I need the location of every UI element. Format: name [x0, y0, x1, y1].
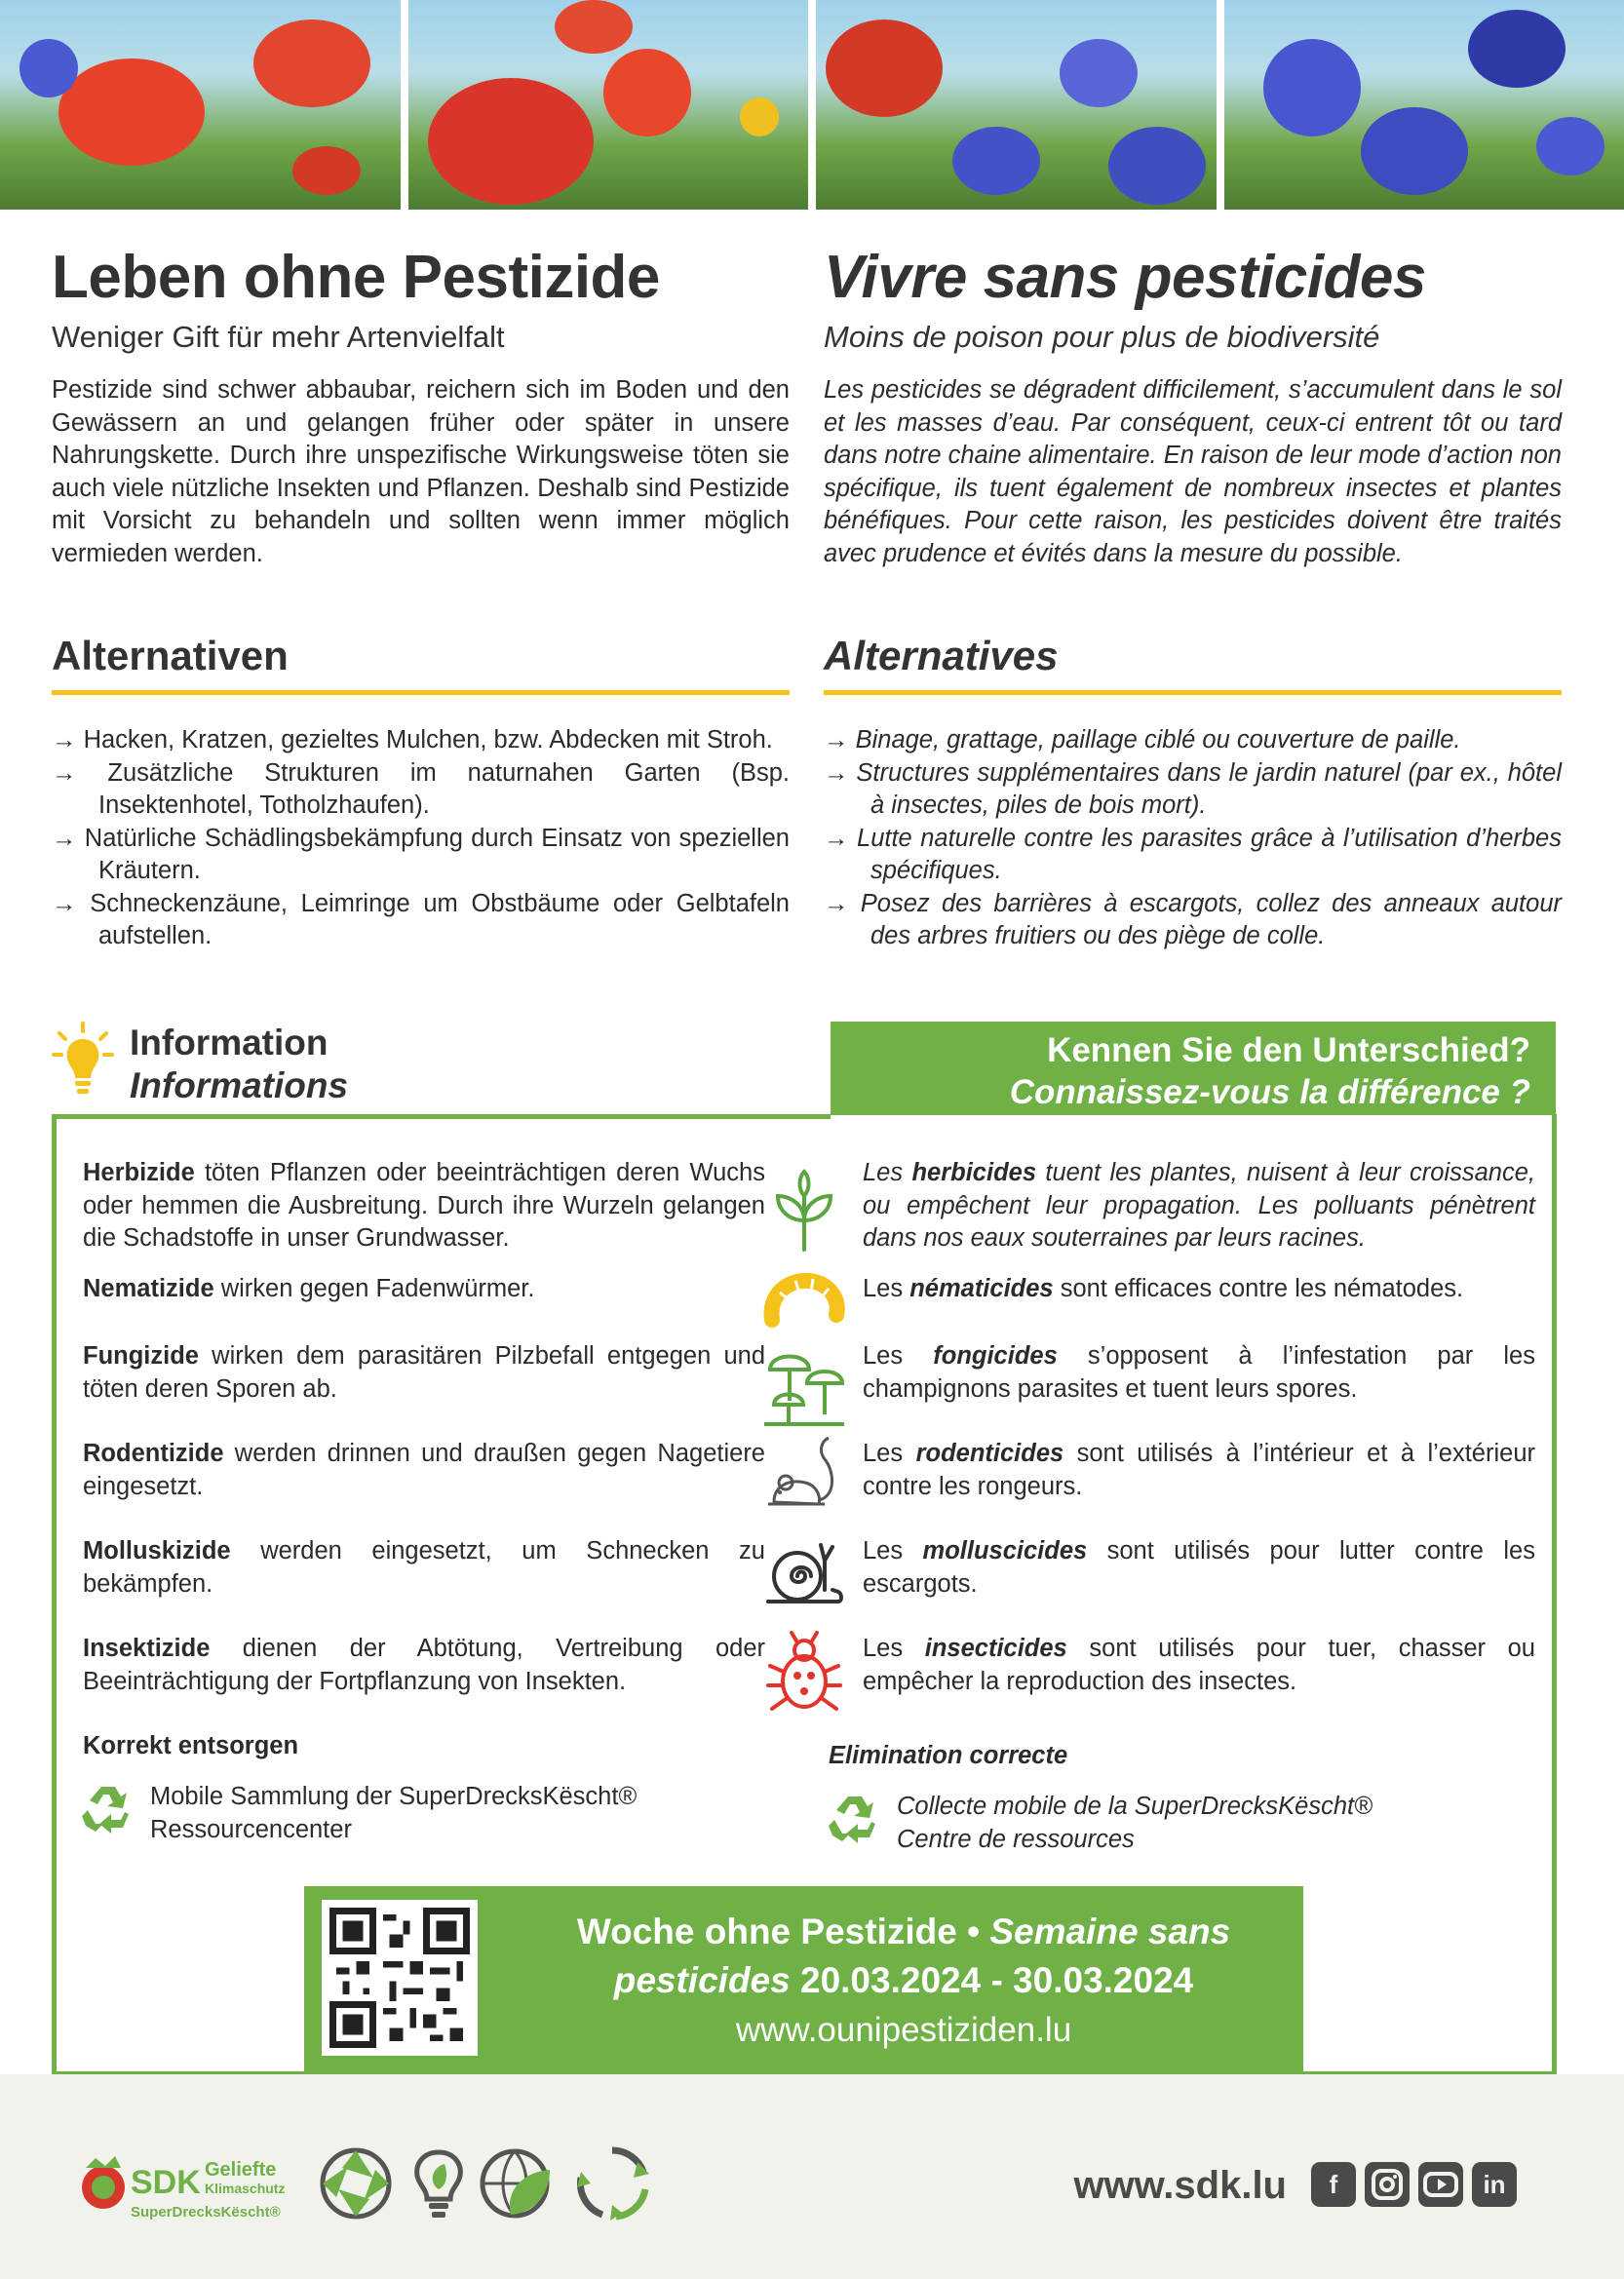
- difference-banner: [831, 1022, 1556, 1115]
- alternatives-de: [52, 632, 790, 953]
- list-item: → Natürliche Schädlingsbekämpfung durch Einsatz von speziellen Kräutern.: [52, 824, 790, 884]
- instagram-glyph-icon: [1365, 2162, 1410, 2207]
- youtube-icon[interactable]: [1418, 2162, 1463, 2207]
- nematicides-fr: Les nématicides sont efficaces contre les nématodes.: [863, 1275, 1464, 1302]
- intro-paragraph-de: Pestizide sind schwer abbaubar, reichern sich im Boden und den Gewässern an und gelangen früher oder später in unsere Nahrungskette. Durch ihre unspezifische Wirkungsweise töten sie auch viele nützliche Insekten und Pflanzen. Deshalb sind Pestizide mit Vorsicht zu behandeln und sollten wenn immer möglich vermieden werden.: [52, 376, 790, 567]
- list-item: → Zusätzliche Strukturen im naturnahen Garten (Bsp. Insektenhotel, Totholzhaufen).: [52, 758, 790, 819]
- intro-french: [824, 246, 1562, 570]
- recycle-icon: [827, 1791, 883, 1847]
- header-photo-banner: [0, 0, 1624, 210]
- disposal-fr: [827, 1791, 1373, 1856]
- facebook-icon[interactable]: f: [1311, 2162, 1356, 2207]
- mouse-icon: [760, 1432, 848, 1520]
- fungicides-de: Fungizide wirken dem parasitären Pilzbefall entgegen und töten deren Sporen ab.: [83, 1342, 765, 1403]
- information-label-de: Information: [130, 1023, 329, 1062]
- logo-brand: SuperDrecksKëscht®: [131, 2204, 281, 2221]
- campaign-url-link[interactable]: www.ounipestiziden.lu: [735, 2011, 1072, 2049]
- plant-icon: [760, 1167, 848, 1255]
- instagram-icon[interactable]: [1365, 2162, 1410, 2207]
- list-item: → Structures supplémentaires dans le jardin naturel (par ex., hôtel à insectes, piles de bois mort).: [824, 758, 1562, 819]
- globe-leaf-icon: [476, 2144, 554, 2222]
- molluscicides-de: Molluskizide werden eingesetzt, um Schnecken zu bekämpfen.: [83, 1537, 765, 1598]
- alternatives-fr: [824, 632, 1562, 953]
- logo-sdk: SDK: [131, 2164, 201, 2201]
- linkedin-icon[interactable]: in: [1472, 2162, 1517, 2207]
- herbicides-fr: Les herbicides tuent les plantes, nuisent à leur croissance, ou empêchent leur propagation. Les polluants pénètrent dans nos eaux souterraines par leurs racines.: [863, 1159, 1535, 1252]
- snail-icon: [760, 1526, 848, 1613]
- disposal-line2-fr: Centre de ressources: [897, 1825, 1135, 1853]
- lightbulb-icon: [52, 1022, 114, 1100]
- photo-poppies-2: [408, 0, 809, 210]
- subtitle-de: Weniger Gift für mehr Artenvielfalt: [52, 320, 505, 354]
- subtitle-fr: Moins de poison pour plus de biodiversité: [824, 320, 1380, 354]
- intro-paragraph-fr: Les pesticides se dégradent difficilement, s’accumulent dans le sol et les masses d’eau. Par conséquent, ceux-ci entrent tôt ou tard dans notre chaine alimentaire. En raison de leur mode d’action non spécifique, ils tuent également de nombreux insectes et plantes bénéfiques. Pour cette raison, les pesticides doivent être traités avec prudence et évités dans la mesure du possible.: [824, 376, 1562, 567]
- photo-poppies-1: [0, 0, 401, 210]
- intro-german: [52, 246, 790, 570]
- alternatives-heading-de: Alternativen: [52, 633, 289, 678]
- rodenticides-fr: Les rodenticides sont utilisés à l’intérieur et à l’extérieur contre les rongeurs.: [863, 1440, 1535, 1500]
- rodenticides-de: Rodentizide werden drinnen und draußen gegen Nagetiere eingesetzt.: [83, 1440, 765, 1500]
- difference-de: Kennen Sie den Unterschied?: [1047, 1031, 1530, 1069]
- recycle-icon: [80, 1781, 136, 1837]
- photo-cornflowers-2: [1224, 0, 1624, 210]
- qr-code-icon: [329, 1908, 470, 2048]
- disposal-line1-de: Mobile Sammlung der SuperDrecksKëscht®: [150, 1783, 638, 1810]
- logo-sub1: Geliefte: [205, 2159, 277, 2181]
- sdk-website-link[interactable]: www.sdk.lu: [1073, 2164, 1287, 2207]
- molluscicides-fr: Les molluscicides sont utilisés pour lutter contre les escargots.: [863, 1537, 1535, 1598]
- recycle-circle-icon: [573, 2144, 651, 2222]
- logo-sub2: Klimaschutz: [205, 2181, 286, 2196]
- nematicides-de: Nematizide wirken gegen Fadenwürmer.: [83, 1275, 535, 1302]
- disposal-heading-fr: Elimination correcte: [829, 1742, 1068, 1769]
- disposal-heading-de: Korrekt entsorgen: [83, 1732, 299, 1759]
- herbicides-de: Herbizide töten Pflanzen oder beeinträchtigen deren Wuchs oder hemmen die Ausbreitung. Durch ihre Wurzeln gelangen die Schadstoffe in unser Grundwasser.: [83, 1159, 765, 1252]
- campaign-banner: [304, 1886, 1303, 2071]
- list-item: → Hacken, Kratzen, gezieltes Mulchen, bzw. Abdecken mit Stroh.: [52, 726, 773, 753]
- mushrooms-icon: [760, 1340, 848, 1428]
- youtube-glyph-icon: [1418, 2162, 1463, 2207]
- list-item: → Binage, grattage, paillage ciblé ou couverture de paille.: [824, 726, 1461, 753]
- footer: [0, 2074, 1624, 2279]
- title-fr: Vivre sans pesticides: [824, 244, 1426, 311]
- disposal-de: [80, 1781, 637, 1846]
- disposal-line1-fr: Collecte mobile de la SuperDrecksKëscht®: [897, 1793, 1373, 1820]
- title-de: Leben ohne Pestizide: [52, 244, 660, 311]
- qr-code[interactable]: [322, 1900, 478, 2056]
- bug-icon: [760, 1629, 848, 1717]
- divider: [824, 690, 1562, 695]
- insecticides-fr: Les insecticides sont utilisés pour tuer, chasser ou empêcher la reproduction des insectes.: [863, 1635, 1535, 1695]
- alternatives-heading-fr: Alternatives: [824, 633, 1059, 678]
- list-item: → Posez des barrières à escargots, collez des anneaux autour des arbres fruitiers ou des piège de colle.: [824, 889, 1562, 949]
- lightbulb-leaf-icon: [400, 2144, 478, 2222]
- sdk-logo[interactable]: [76, 2150, 300, 2228]
- campaign-title: Woche ohne Pestizide • Semaine sans pesticides 20.03.2024 - 30.03.2024: [576, 1912, 1231, 2000]
- worm-icon: [760, 1261, 848, 1349]
- list-item: → Schneckenzäune, Leimringe um Obstbäume oder Gelbtafeln aufstellen.: [52, 889, 790, 949]
- list-item: → Lutte naturelle contre les parasites grâce à l’utilisation d’herbes spécifiques.: [824, 824, 1562, 884]
- aperture-icon: [317, 2144, 395, 2222]
- photo-cornflowers-1: [816, 0, 1217, 210]
- box-top-border: [52, 1114, 831, 1119]
- information-heading: [52, 1022, 348, 1107]
- information-label-fr: Informations: [130, 1065, 349, 1105]
- fungicides-fr: Les fongicides s’opposent à l’infestation par les champignons parasites et tuent leurs spores.: [863, 1342, 1535, 1403]
- difference-fr: Connaissez-vous la différence ?: [1009, 1073, 1530, 1111]
- disposal-line2-de: Ressourcencenter: [150, 1815, 352, 1843]
- insecticides-de: Insektizide dienen der Abtötung, Vertreibung oder Beeinträchtigung der Fortpflanzung von Insekten.: [83, 1635, 765, 1695]
- divider: [52, 690, 790, 695]
